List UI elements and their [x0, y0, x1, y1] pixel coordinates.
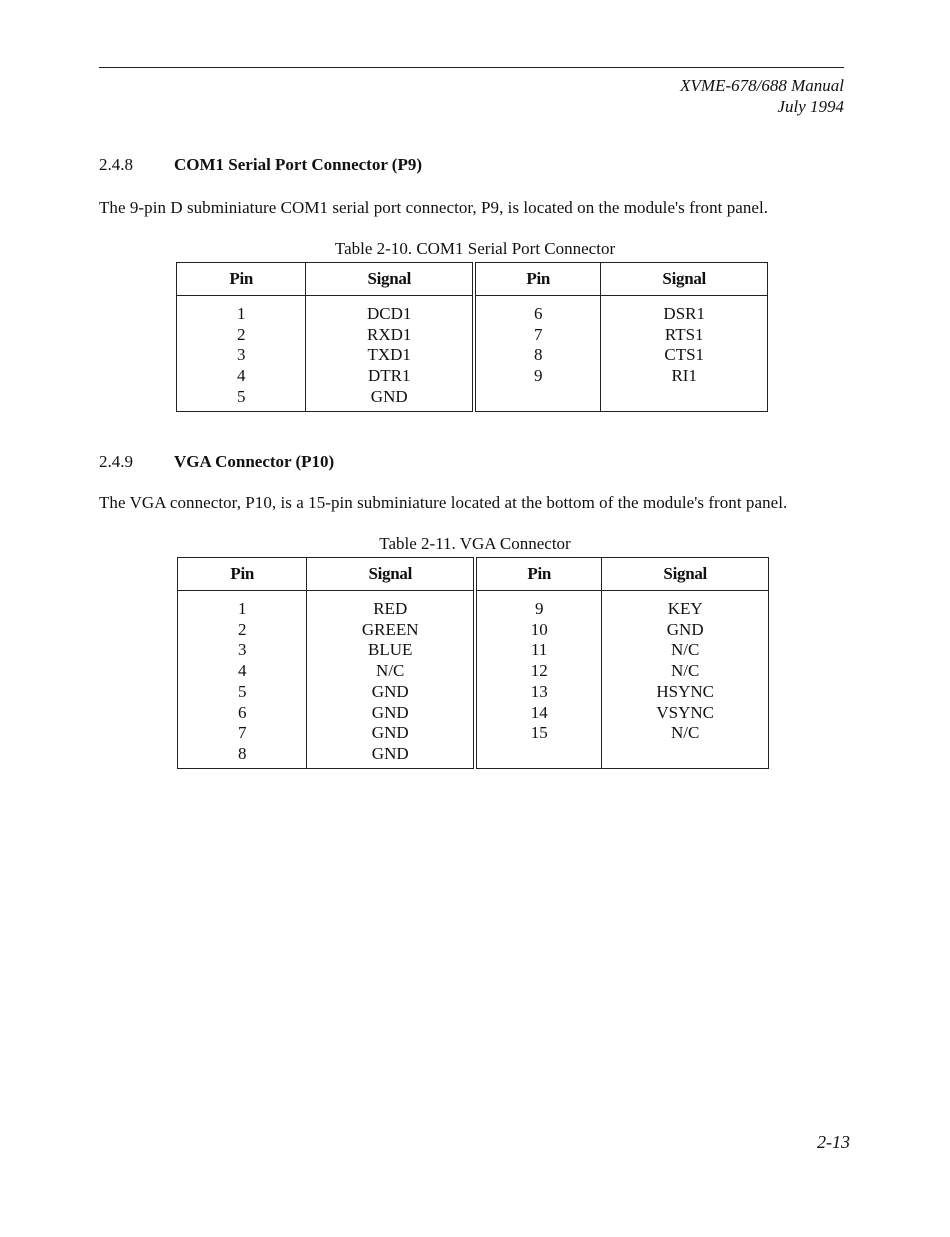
column-header: Signal: [306, 263, 474, 296]
table-row: [178, 620, 769, 641]
table-cell: 6: [474, 296, 601, 325]
table-cell: RXD1: [306, 325, 474, 346]
table-row: [177, 345, 768, 366]
com1-pin-table: [176, 262, 768, 412]
column-header: Pin: [178, 558, 307, 591]
table-row: [177, 325, 768, 346]
table-cell: 8: [474, 345, 601, 366]
table-cell: 3: [236, 345, 246, 365]
table-cell: RI1: [601, 366, 768, 387]
table-row: [177, 366, 768, 387]
table-cell: GND: [306, 387, 474, 411]
table-cell: 2: [237, 619, 247, 639]
table-header-row: [178, 558, 769, 591]
table-cell: GND: [602, 620, 769, 641]
section-number: 2.4.8: [99, 155, 133, 174]
header-rule: [99, 67, 844, 68]
section-number: 2.4.9: [99, 452, 133, 471]
table-cell: 4: [236, 366, 246, 386]
table-cell: [602, 744, 769, 768]
table-cell: [475, 744, 602, 768]
table-cell: DTR1: [306, 366, 474, 387]
table-cell: GND: [307, 682, 475, 703]
table-cell: RED: [307, 591, 475, 620]
table-row: [177, 387, 768, 411]
table-cell: 5: [237, 681, 247, 701]
table-cell: 14: [475, 703, 602, 724]
table-cell: 11: [475, 640, 602, 661]
column-header: Signal: [602, 558, 769, 591]
table-cell: DCD1: [306, 296, 474, 325]
table-cell: 9: [474, 366, 601, 387]
table-cell: N/C: [602, 723, 769, 744]
table-row: [178, 591, 769, 620]
table-cell: 12: [475, 661, 602, 682]
column-header: Signal: [601, 263, 768, 296]
table-cell: [474, 387, 601, 411]
section-heading-vga: [99, 452, 334, 472]
table-cell: N/C: [602, 661, 769, 682]
table-cell: 3: [237, 640, 247, 660]
table-header-row: [177, 263, 768, 296]
section-heading-com1: [99, 155, 422, 175]
table-cell: 9: [475, 591, 602, 620]
table-caption-vga: Table 2-11. VGA Connector: [379, 534, 571, 553]
table-row: [177, 296, 768, 325]
table-cell: GREEN: [307, 620, 475, 641]
table-cell: HSYNC: [602, 682, 769, 703]
table-cell: GND: [307, 703, 475, 724]
table-cell: BLUE: [307, 640, 475, 661]
header-manual-title: XVME-678/688 Manual: [680, 76, 844, 95]
table-cell: CTS1: [601, 345, 768, 366]
column-header: Signal: [307, 558, 475, 591]
table-row: [178, 640, 769, 661]
table-cell: GND: [307, 744, 475, 768]
table-cell: 4: [237, 661, 247, 681]
section-paragraph-com1: The 9-pin D subminiature COM1 serial port connector, P9, is located on the module's front panel.: [99, 198, 769, 217]
vga-pin-table: [177, 557, 769, 769]
table-cell: 8: [237, 743, 247, 763]
table-row: [178, 703, 769, 724]
table-caption-com1: Table 2-10. COM1 Serial Port Connector: [334, 239, 616, 258]
table-cell: 7: [474, 325, 601, 346]
column-header: Pin: [475, 558, 602, 591]
table-cell: KEY: [602, 591, 769, 620]
table-cell: 1: [236, 304, 246, 323]
table-cell: TXD1: [306, 345, 474, 366]
table-cell: 5: [236, 386, 246, 406]
page-number: 2-13: [817, 1132, 850, 1152]
section-title: VGA Connector (P10): [174, 452, 335, 471]
table-cell: RTS1: [601, 325, 768, 346]
section-paragraph-vga: The VGA connector, P10, is a 15-pin subminiature located at the bottom of the module's front panel.: [99, 493, 788, 512]
table-row: [178, 661, 769, 682]
table-row: [178, 744, 769, 768]
table-cell: N/C: [602, 640, 769, 661]
table-cell: 10: [475, 620, 602, 641]
table-cell: GND: [307, 723, 475, 744]
table-cell: 1: [237, 599, 247, 618]
table-cell: 6: [237, 702, 247, 722]
table-cell: [601, 387, 768, 411]
table-cell: DSR1: [601, 296, 768, 325]
column-header: Pin: [177, 263, 306, 296]
table-cell: 7: [237, 723, 247, 743]
table-cell: 15: [475, 723, 602, 744]
table-row: [178, 723, 769, 744]
section-title: COM1 Serial Port Connector (P9): [174, 155, 423, 174]
header-date: July 1994: [777, 97, 844, 116]
table-cell: 13: [475, 682, 602, 703]
table-row: [178, 682, 769, 703]
table-cell: 2: [236, 324, 246, 344]
column-header: Pin: [474, 263, 601, 296]
table-cell: N/C: [307, 661, 475, 682]
table-cell: VSYNC: [602, 703, 769, 724]
